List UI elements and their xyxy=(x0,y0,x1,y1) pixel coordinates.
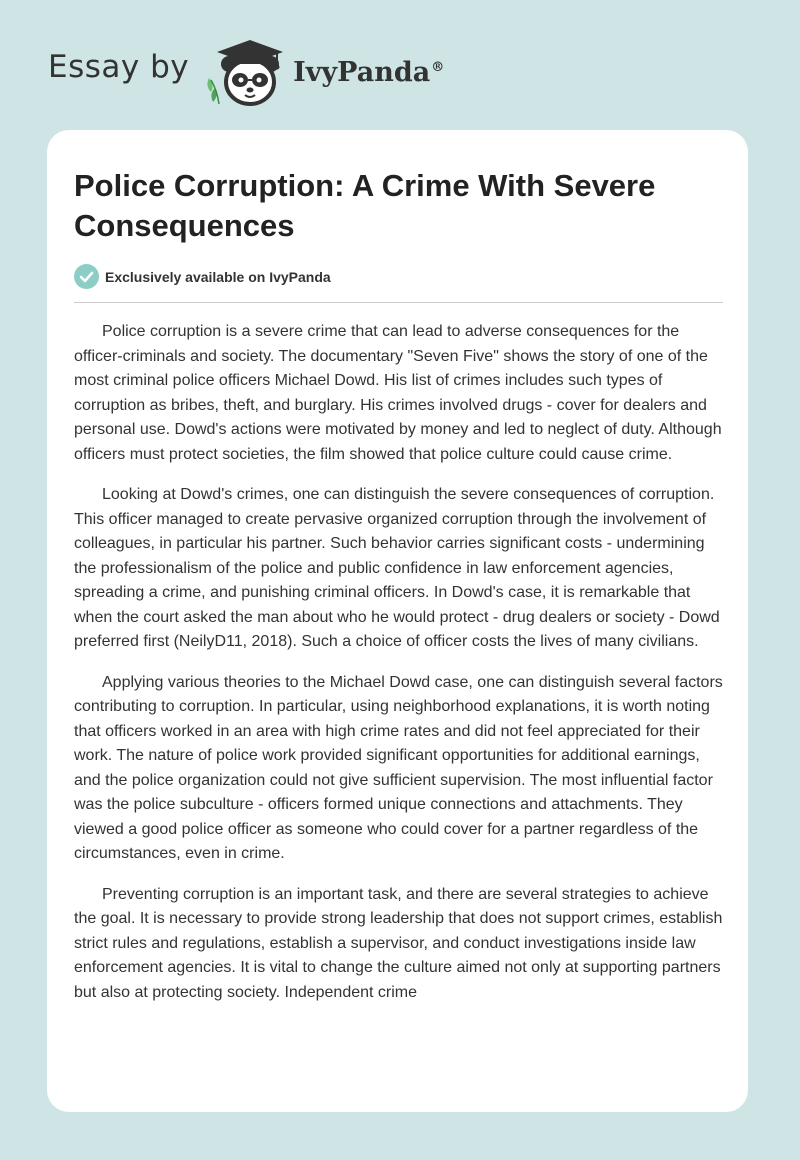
panda-mascot-icon xyxy=(203,30,287,110)
brand-header xyxy=(48,30,444,110)
paragraph: Applying various theories to the Michael Dowd case, one can distinguish several factors contributing to corruption. In particular, using neighborhood explanations, it is worth noting that officers worked in an area with high crime rates and did not feel appreciated for their work. The nature of police work provided significant opportunities for additional earnings, and the police organization could not give sufficient supervision. The most influential factor was the police subculture - officers formed unique connections and attachments. They viewed a good police officer as someone who could cover for a partner regardless of the circumstances, even in crime. xyxy=(74,673,723,862)
page-title: Police Corruption: A Crime With Severe Consequences xyxy=(74,168,656,243)
paragraph: Preventing corruption is an important task, and there are several strategies to achieve the goal. It is necessary to provide strong leadership that does not support crimes, establish strict rules and regulations, establish a supervisor, and conduct investigations inside law enforcement agencies. It is vital to change the culture aimed not only at supporting partners but also at protecting society. Independent crime xyxy=(74,885,723,1001)
paragraph: Looking at Dowd's crimes, one can distinguish the severe consequences of corruption. This officer managed to create pervasive organized corruption through the involvement of colleagues, in particular his partner. Such behavior carries significant costs - undermining the professionalism of the police and public confidence in law enforcement agencies, spreading a crime, and punishing criminal officers. In Dowd's case, it is remarkable that when the court asked the man about who he would protect - drug dealers or society - Dowd preferred first (NeilyD11, 2018). Such a choice of officer costs the lives of many civilians. xyxy=(74,486,720,650)
check-circle-icon xyxy=(74,264,99,289)
brand-prefix: Essay by xyxy=(48,49,190,85)
exclusive-badge xyxy=(74,264,331,289)
divider xyxy=(74,302,723,303)
registered-mark: ® xyxy=(431,59,445,75)
brand-name: IvyPanda® xyxy=(293,56,445,88)
badge-label: Exclusively available on IvyPanda xyxy=(105,268,331,285)
paragraph: Police corruption is a severe crime that can lead to adverse consequences for the officer-criminals and society. The documentary "Seven Five" shows the story of one of the most criminal police officers Michael Dowd. His list of crimes includes such types of corruption as bribes, theft, and burglary. His crimes involved drugs - cover for dealers and personal use. Dowd's actions were motivated by money and led to neglect of duty. Although officers must protect societies, the film showed that police culture could cause crime. xyxy=(74,323,722,463)
essay-body xyxy=(74,320,724,1021)
essay-card xyxy=(47,130,748,1112)
